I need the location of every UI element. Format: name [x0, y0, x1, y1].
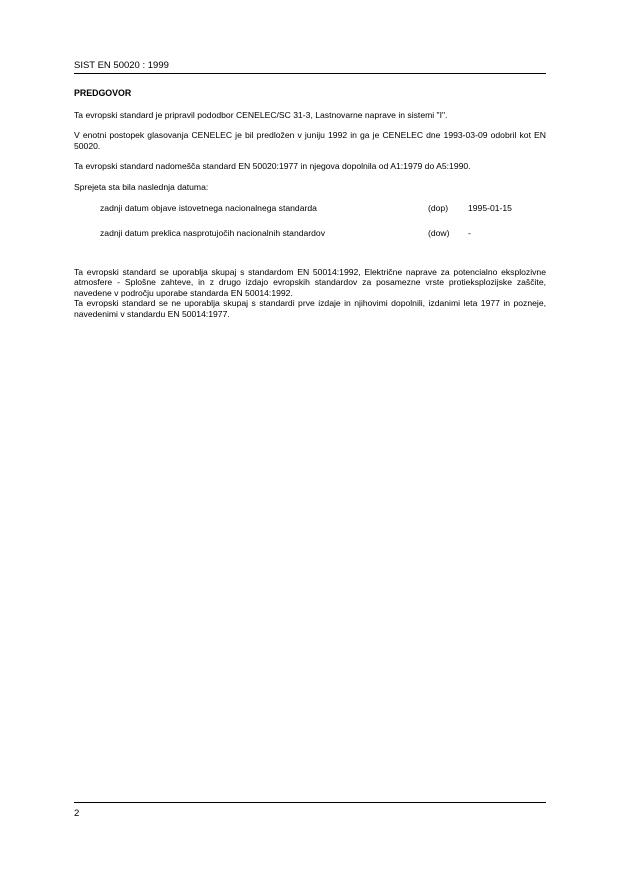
date-abbr: (dop)	[428, 202, 449, 213]
document-id: SIST EN 50020 : 1999	[74, 60, 169, 71]
date-label: zadnji datum preklica nasprotujočih nacionalnih standardov	[100, 227, 326, 238]
section-title: PREDGOVOR	[74, 88, 132, 98]
paragraph-voting: V enotni postopek glasovanja CENELEC je bil predložen v juniju 1992 in ga je CENELEC dne 1993-03-09 odobril kot EN 50020.	[74, 130, 546, 151]
date-value: -	[468, 227, 471, 238]
date-abbr: (dow)	[428, 227, 450, 238]
paragraph-supersedes: Ta evropski standard nadomešča standard EN 50020:1977 in njegova dopolnila od A1:1979 do A5:1990.	[74, 161, 471, 172]
paragraph-scope-exclusion: Ta evropski standard se ne uporablja skupaj s standardi prve izdaje in njihovimi dopolnili, izdanimi leta 1977 in pozneje, navedenimi v standardu EN 50014:1977.	[74, 298, 546, 319]
date-value: 1995-01-15	[468, 202, 512, 213]
page-number: 2	[74, 808, 80, 819]
dates-list	[100, 203, 546, 239]
paragraph-scope-usage: Ta evropski standard se uporablja skupaj s standardom EN 50014:1992, Električne naprave za potencialno eksplozivne atmosfere - Splošne zahteve, in z drugo izdajo evropskih standardov za posamezne vrste protieksplozijske zaščite, navedene v področju uporabe standarda EN 50014:1992.	[74, 266, 546, 298]
date-label: zadnji datum objave istovetnega nacionalnega standarda	[100, 202, 317, 213]
date-row-dow	[100, 228, 546, 239]
date-row-dop	[100, 203, 546, 214]
paragraph-dates-intro: Sprejeta sta bila naslednja datuma:	[74, 181, 209, 192]
foreword-section	[74, 88, 546, 320]
header-divider	[74, 73, 546, 74]
footer-divider	[74, 802, 546, 803]
paragraph-prepared-by: Ta evropski standard je pripravil pododbor CENELEC/SC 31-3, Lastnovarne naprave in sistemi "I".	[74, 109, 448, 120]
scope-block	[74, 267, 546, 320]
